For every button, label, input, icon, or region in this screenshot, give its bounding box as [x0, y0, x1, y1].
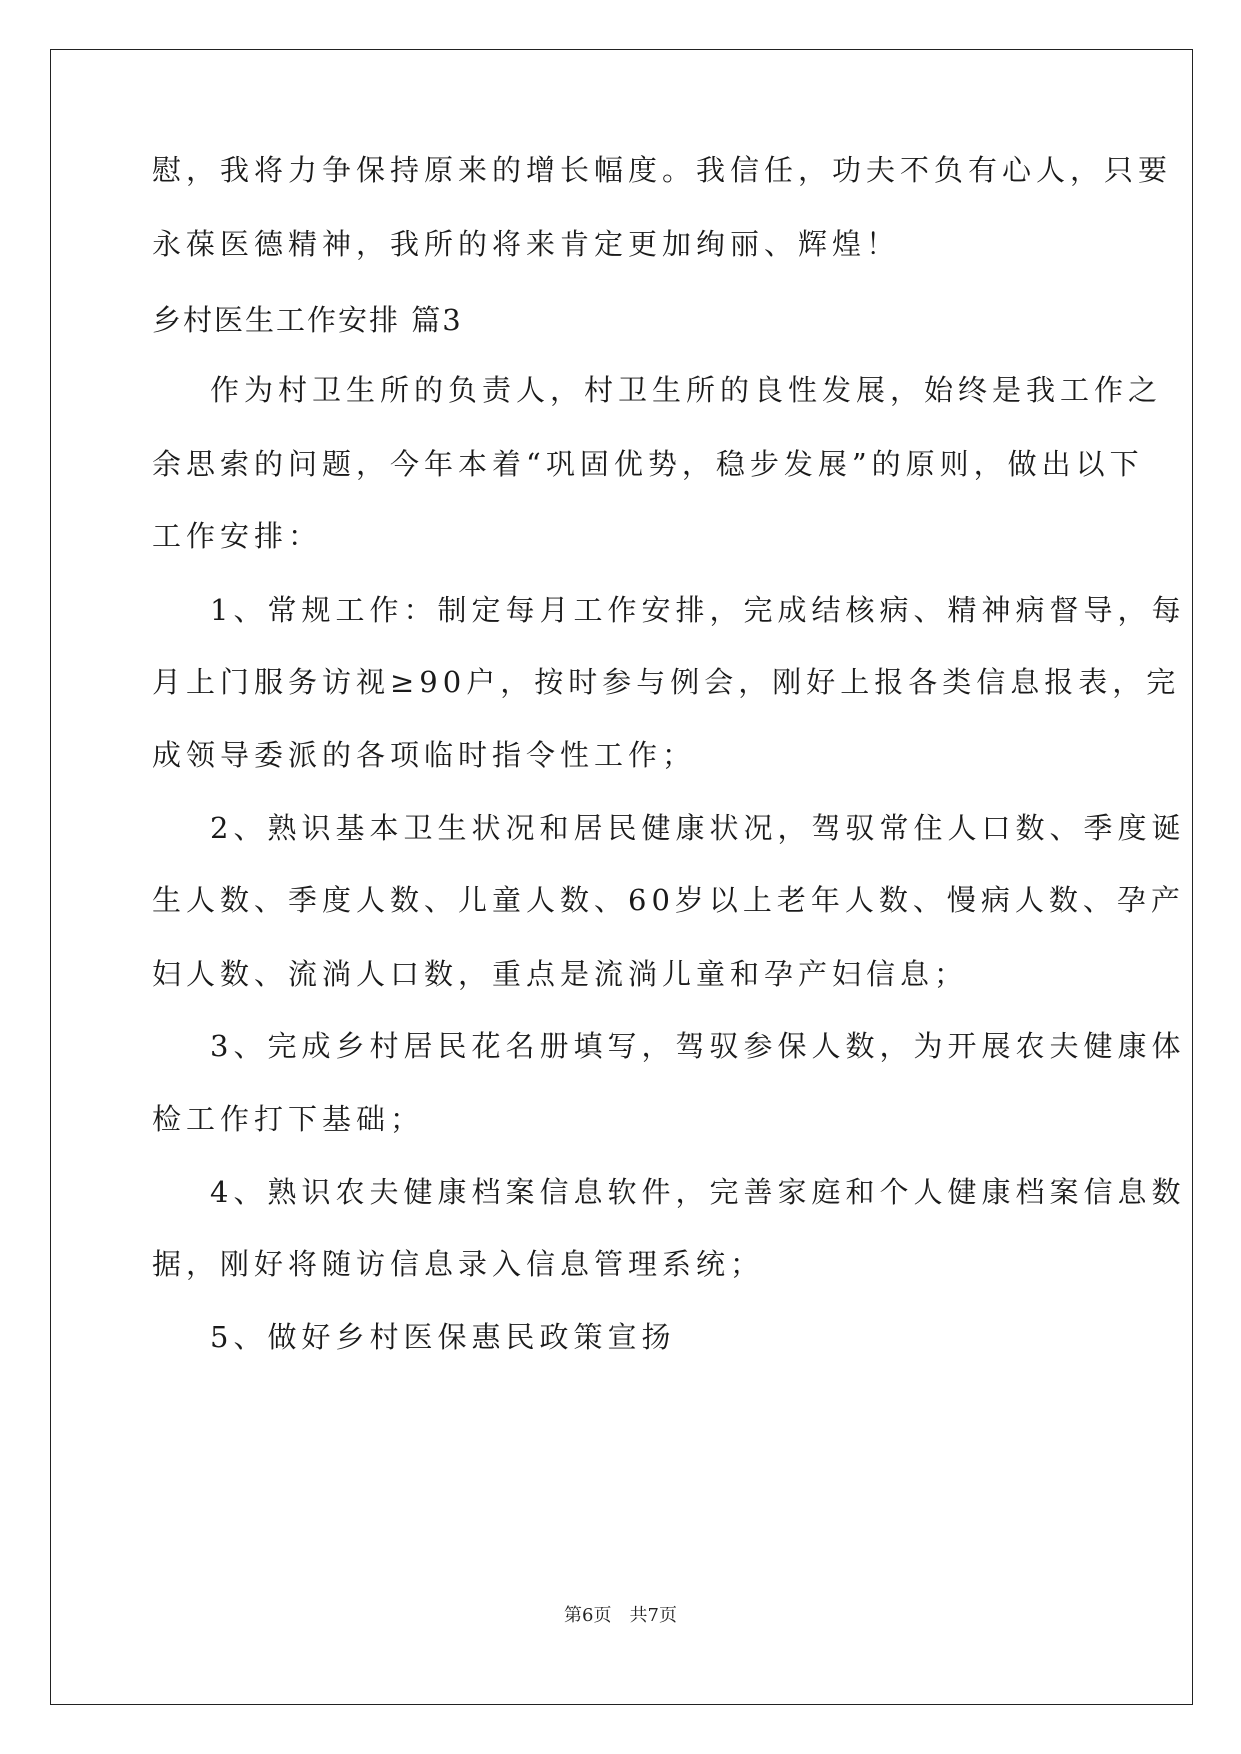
list-item-line: 据，刚好将随访信息录入信息管理系统；	[152, 1247, 765, 1281]
list-item-line: 生人数、季度人数、儿童人数、60岁以上老年人数、慢病人数、孕产	[152, 883, 1185, 917]
paragraph-line: 作为村卫生所的负责人，村卫生所的良性发展，始终是我工作之	[210, 373, 1163, 407]
list-item-line: 3、完成乡村居民花名册填写，驾驭参保人数，为开展农夫健康体	[210, 1029, 1186, 1063]
page-footer	[0, 1604, 1241, 1628]
list-item-line: 1、常规工作：制定每月工作安排，完成结核病、精神病督导，每	[210, 593, 1186, 627]
text-line: 慰，我将力争保持原来的增长幅度。我信任，功夫不负有心人，只要	[152, 153, 1173, 187]
paragraph-line: 工作安排：	[152, 519, 323, 553]
list-item-line: 成领导委派的各项临时指令性工作；	[152, 738, 697, 772]
section-heading: 乡村医生工作安排 篇3	[152, 303, 463, 337]
page-total: 共7页	[629, 1605, 677, 1626]
paragraph-line: 余思索的问题，今年本着“巩固优势，稳步发展”的原则，做出以下	[152, 447, 1144, 481]
page-border	[50, 49, 1193, 1705]
list-item-line: 检工作打下基础；	[152, 1102, 425, 1136]
text-line: 永葆医德精神，我所的将来肯定更加绚丽、辉煌！	[152, 227, 901, 261]
page-number: 第6页	[564, 1605, 612, 1626]
list-item-line: 2、熟识基本卫生状况和居民健康状况，驾驭常住人口数、季度诞	[210, 811, 1186, 845]
list-item-line: 妇人数、流淌人口数，重点是流淌儿童和孕产妇信息；	[152, 957, 969, 991]
list-item-line: 4、熟识农夫健康档案信息软件，完善家庭和个人健康档案信息数	[210, 1175, 1186, 1209]
list-item-line: 月上门服务访视≥90户，按时参与例会，刚好上报各类信息报表，完	[152, 665, 1181, 699]
list-item-line: 5、做好乡村医保惠民政策宣扬	[210, 1320, 676, 1354]
